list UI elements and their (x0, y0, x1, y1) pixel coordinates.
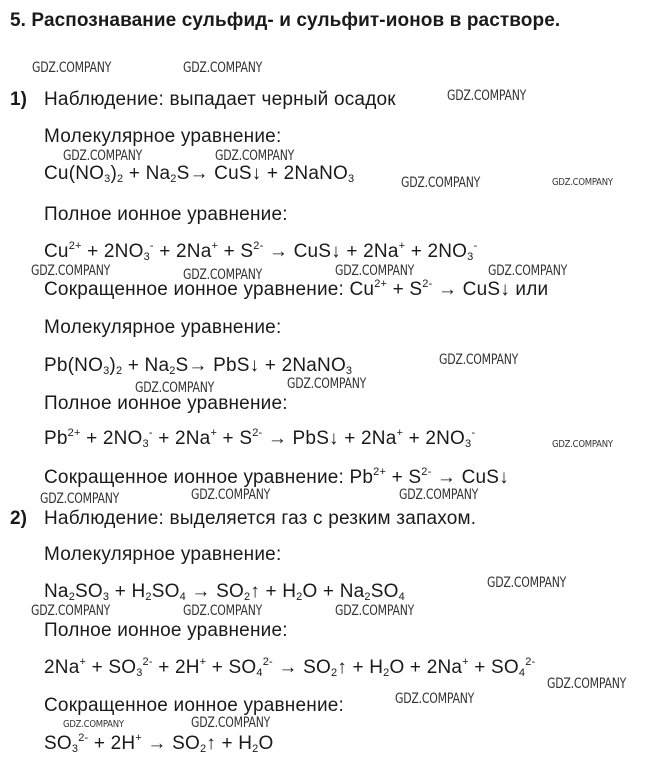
watermark: GDZ.COMPANY (63, 719, 124, 730)
watermark: GDZ.COMPANY (447, 88, 527, 104)
full-ionic-label: Полное ионное уравнение: (44, 620, 288, 641)
molecular-label: Молекулярное уравнение: (44, 317, 282, 338)
equation-molecular-pb: $Pb(NO_3)_2 + Na_2S\to$ PbS↓ + 2NaNO$_3$ (44, 355, 353, 377)
equation-molecular-cu: $Cu(NO_3)_2 + Na_2S\to$ CuS↓ + 2NaNO$_3$ (44, 163, 355, 185)
reduced-ionic-label: Сокращенное ионное уравнение: (44, 279, 345, 300)
or-word: или (515, 279, 549, 300)
watermark: GDZ.COMPANY (183, 267, 263, 283)
watermark: GDZ.COMPANY (335, 603, 415, 619)
molecular-label: Молекулярное уравнение: (44, 126, 282, 147)
watermark: GDZ.COMPANY (31, 603, 111, 619)
watermark: GDZ.COMPANY (552, 439, 613, 450)
page-title: 5. Распознавание сульфид- и сульфит-ионов в растворе. (10, 10, 561, 31)
watermark: GDZ.COMPANY (215, 148, 295, 164)
equation-reduced-cu: Сокращенное ионное уравнение: $Cu^{2+} + S^{2-}$ → CuS↓ или (44, 278, 549, 300)
watermark: GDZ.COMPANY (552, 177, 613, 188)
watermark: GDZ.COMPANY (135, 380, 215, 396)
item-number-1: 1) (10, 89, 27, 110)
item-number-2: 2) (10, 508, 27, 529)
equation-full-ionic-pb: $Pb^{2+} + 2NO_3^- + 2Na^+ + S^{2-}$ → PbS↓ + $2Na^+ + 2NO_3^-$ (44, 427, 476, 450)
watermark: GDZ.COMPANY (395, 691, 475, 707)
equation-reduced-so3: $SO_3^{2-} + 2H^+$ → $SO_2↑ + H_2O$ (44, 732, 274, 755)
watermark: GDZ.COMPANY (191, 715, 271, 731)
observation-2: Наблюдение: выделяется газ с резким запахом. (44, 508, 477, 529)
observation-1: Наблюдение: выпадает черный осадок (44, 89, 396, 110)
reduced-ionic-label: Сокращенное ионное уравнение: (44, 467, 345, 488)
equation-full-ionic-cu: $Cu^{2+} + 2NO_3^- + 2Na^+ + S^{2-}$ → CuS↓ + $2Na^+ + 2NO_3^-$ (44, 240, 478, 263)
watermark: GDZ.COMPANY (335, 263, 415, 279)
watermark: GDZ.COMPANY (183, 60, 263, 76)
watermark: GDZ.COMPANY (40, 491, 120, 507)
watermark: GDZ.COMPANY (401, 175, 481, 191)
watermark: GDZ.COMPANY (547, 676, 627, 692)
watermark: GDZ.COMPANY (31, 263, 111, 279)
watermark: GDZ.COMPANY (191, 487, 271, 503)
watermark: GDZ.COMPANY (183, 603, 263, 619)
watermark: GDZ.COMPANY (487, 575, 567, 591)
equation-full-ionic-so3: $2Na^+ + SO_3^{2-} + 2H^+ + SO_4^{2-}$ → $SO_2↑ + H_2O + 2Na^+ + SO_4^{2-}$ (44, 656, 536, 679)
molecular-label: Молекулярное уравнение: (44, 544, 282, 565)
full-ionic-label: Полное ионное уравнение: (44, 204, 288, 225)
reduced-ionic-label: Сокращенное ионное уравнение: (44, 695, 345, 716)
equation-reduced-pb: Сокращенное ионное уравнение: $Pb^{2+} + S^{2-}$ → CuS↓ (44, 466, 509, 488)
full-ionic-label: Полное ионное уравнение: (44, 393, 288, 414)
watermark: GDZ.COMPANY (488, 263, 568, 279)
watermark: GDZ.COMPANY (32, 60, 112, 76)
watermark: GDZ.COMPANY (439, 352, 519, 368)
watermark: GDZ.COMPANY (287, 376, 367, 392)
equation-molecular-so3: $Na_2SO_3 + H_2SO_4$ → $SO_2↑ + H_2O + Na_2SO_4$ (44, 581, 405, 603)
watermark: GDZ.COMPANY (63, 148, 143, 164)
watermark: GDZ.COMPANY (399, 487, 479, 503)
